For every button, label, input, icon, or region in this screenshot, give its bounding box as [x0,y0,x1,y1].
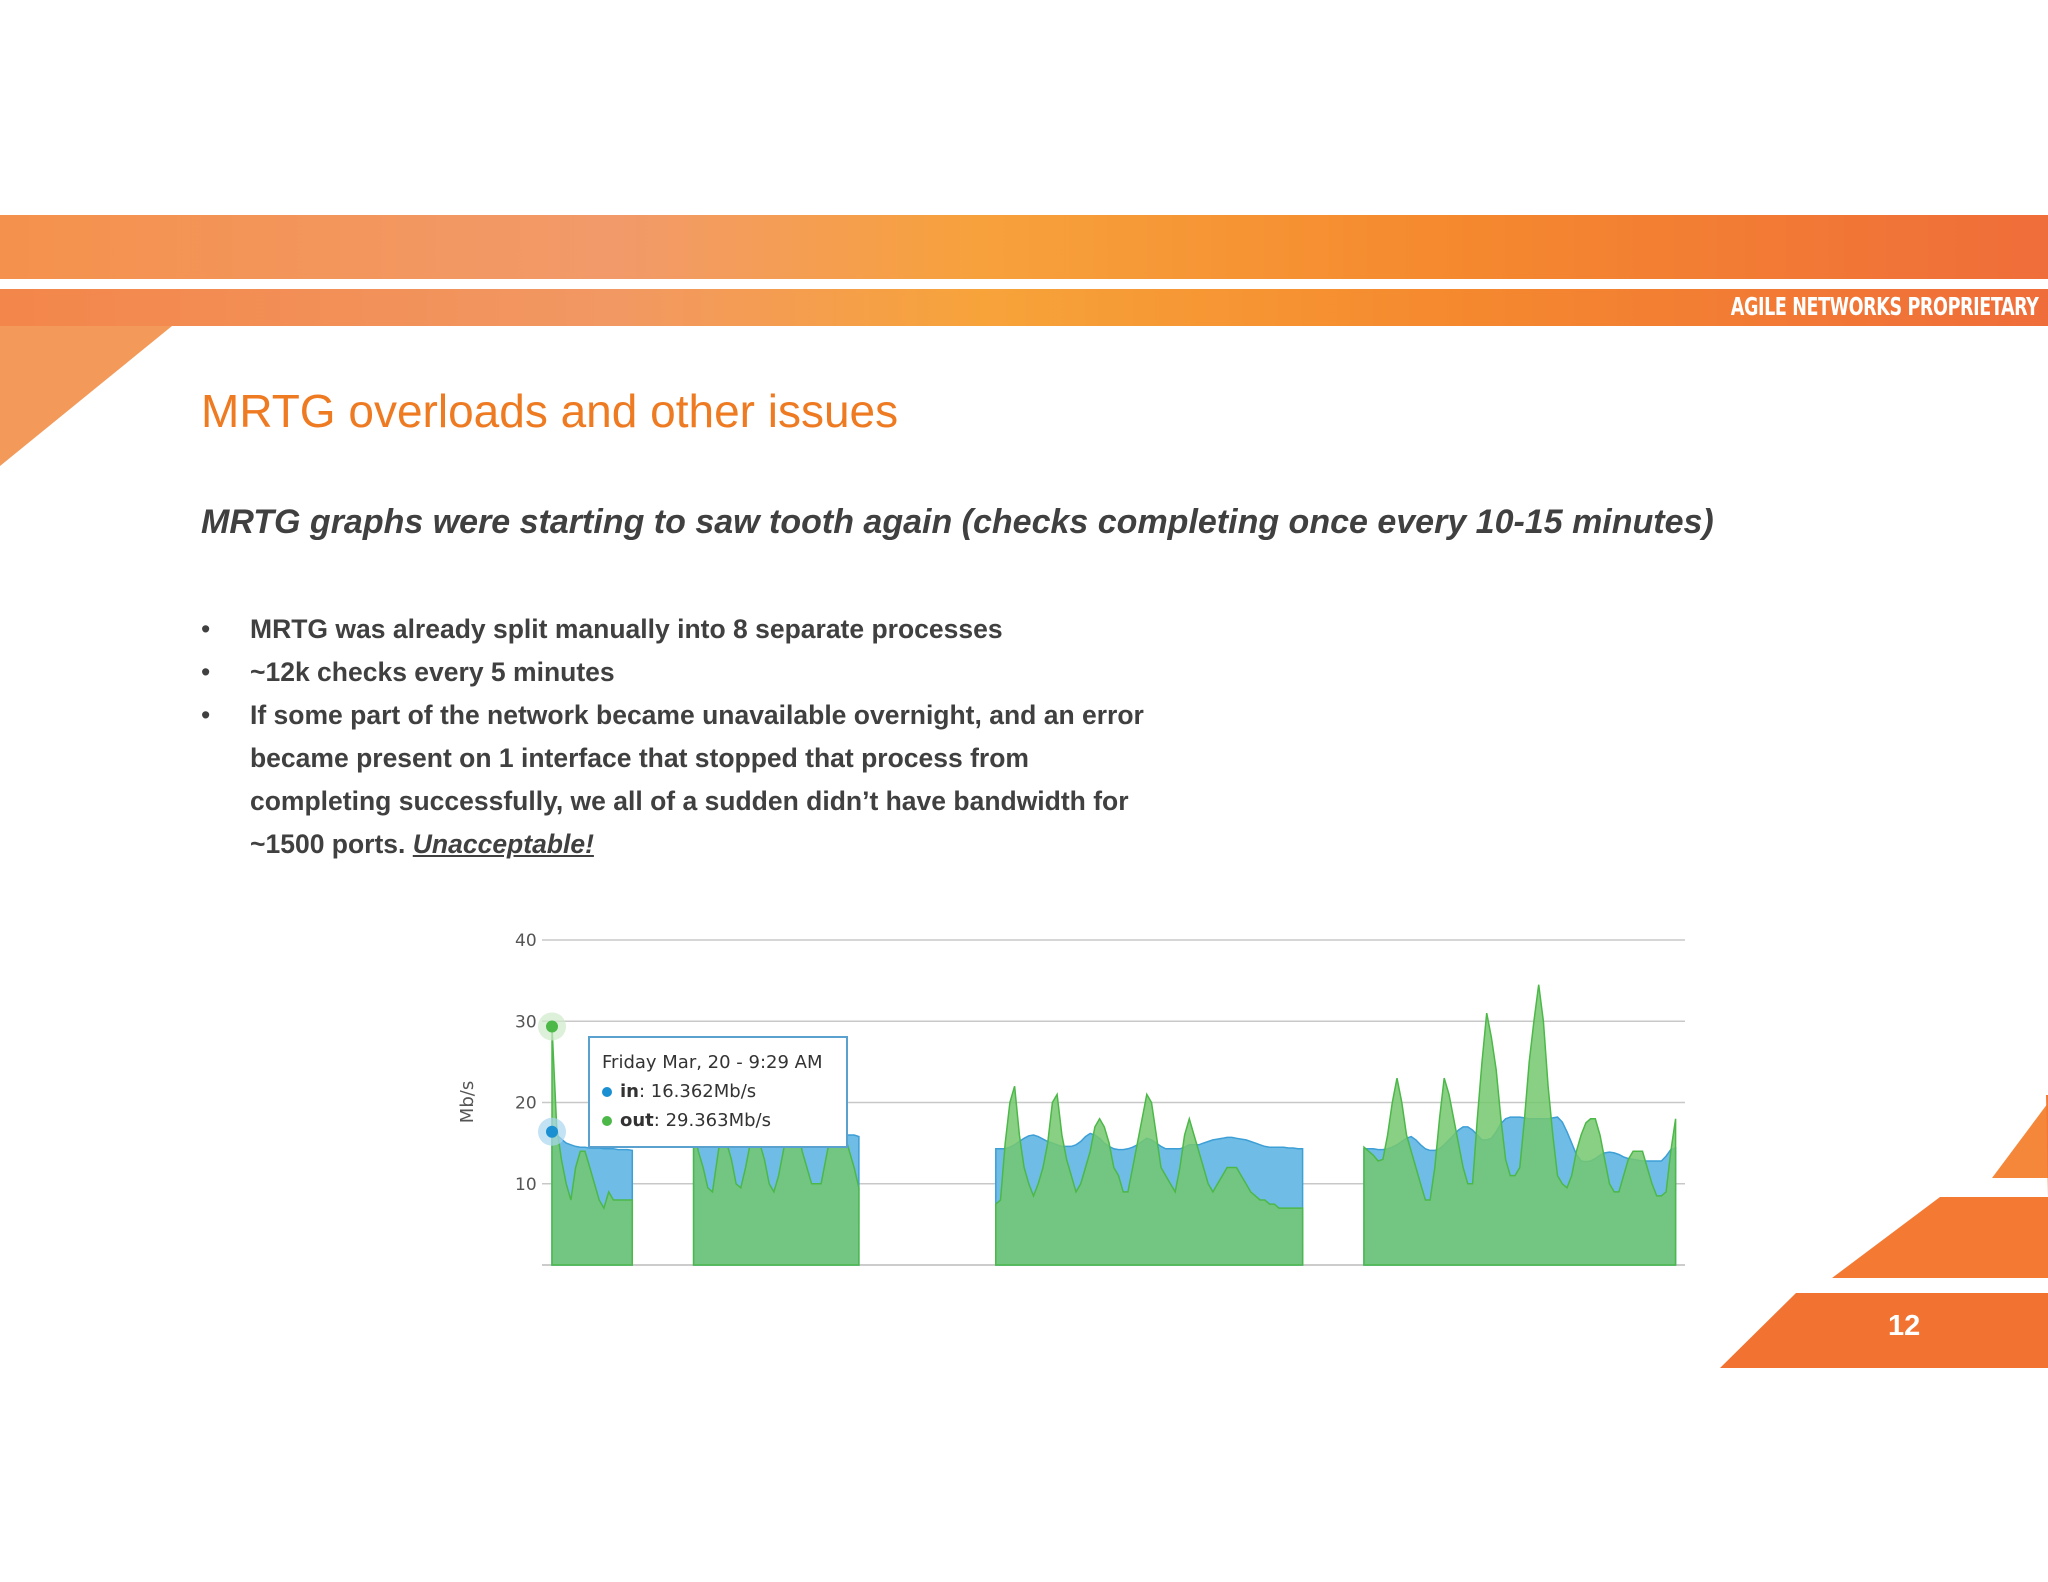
proprietary-label: AGILE NETWORKS PROPRIETARY [1730,292,2038,321]
out-hover-point [546,1020,558,1032]
bullet-text: If some part of the network became unavailable overnight, and an error became present on 1 interface that stopped that process from completing successfully, we all of a sudden didn’t have bandwidth for ~1500 ports. [250,700,1144,859]
header-banner-top [0,215,2048,279]
slide-subtitle: MRTG graphs were starting to saw tooth again (checks completing once every 10-15 minutes) [201,503,1714,541]
tooltip-out-value: : 29.363Mb/s [653,1110,771,1131]
y-tick-label: 20 [515,1093,537,1114]
tooltip-title: Friday Mar, 20 - 9:29 AM [602,1052,823,1073]
bullet-emphasis: Unacceptable! [412,829,594,859]
chart-tooltip [588,1036,848,1148]
slide-title: MRTG overloads and other issues [201,385,899,437]
bullet-item [201,608,1161,651]
tooltip-out-row [602,1106,834,1135]
corner-decoration [0,326,172,466]
tooltip-in-label: in [620,1081,639,1102]
y-tick-label: 10 [515,1174,537,1195]
in-hover-point [546,1126,558,1138]
bullet-marker: • [201,700,211,730]
y-tick-label: 40 [515,931,537,951]
bullet-item [201,694,1161,866]
y-axis-label: Mb/s [457,1080,478,1124]
tooltip-in-value: : 16.362Mb/s [638,1081,757,1102]
out-series-dot [602,1116,612,1126]
bullet-item [201,651,1161,694]
y-tick-label: 30 [515,1012,537,1033]
bullet-text: MRTG was already split manually into 8 separate processes [250,614,1003,644]
in-series-dot [602,1087,612,1097]
tooltip-out-label: out [620,1110,654,1131]
page-number: 12 [1888,1310,1921,1342]
page-corner-decoration [1720,1095,2048,1370]
bullet-list [201,608,1161,866]
tooltip-in-row [602,1077,834,1106]
bullet-text: ~12k checks every 5 minutes [250,657,615,687]
bullet-marker: • [201,614,211,644]
bullet-marker: • [201,657,211,687]
